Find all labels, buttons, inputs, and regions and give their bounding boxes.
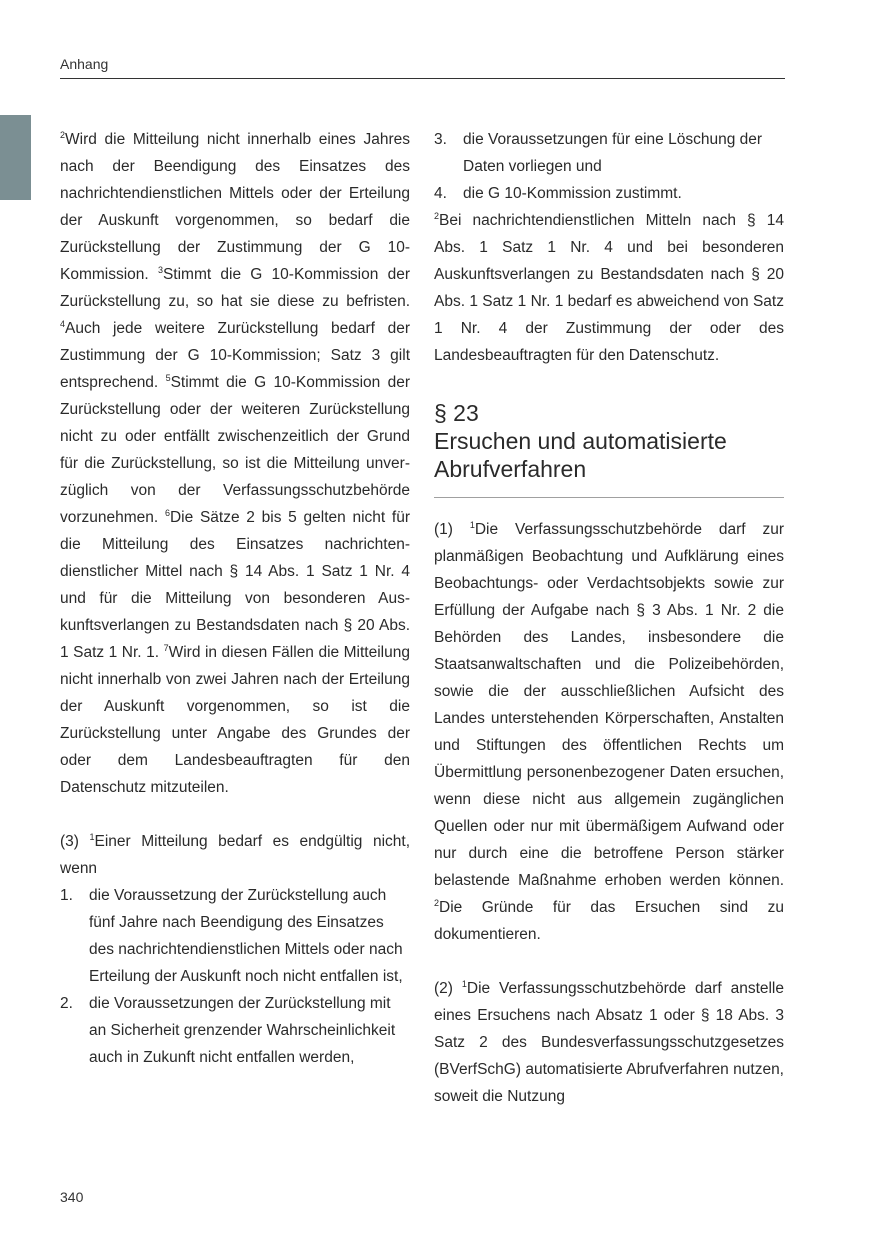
paragraph-3 bbox=[60, 828, 410, 882]
paragraph-continuation bbox=[60, 126, 410, 801]
paragraph-3-sentence-2 bbox=[434, 207, 784, 369]
section-title-line: Abrufverfahren bbox=[434, 456, 587, 482]
sentence-text: Wird in diesen Fällen die Mitteilung nicht innerhalb von zwei Jahren nach der Erteilung der Auskunft vorgenommen, so ist die Zurückstellung unter Angabe des Grundes der oder dem Landesbeauftragten für den Datenschutz mitzuteilen. bbox=[60, 644, 410, 796]
conditions-list-continued bbox=[434, 126, 784, 207]
sentence-number: 7 bbox=[163, 643, 169, 653]
conditions-list bbox=[60, 882, 410, 1071]
sentence-text: Bei nachrichtendienstlichen Mitteln nach § 14 Abs. 1 Satz 1 Nr. 4 und bei besonderen Auskunftsverlangen zu Bestandsdaten nach § 20 Abs. 1 Satz 1 Nr. 1 bedarf es abweichend von Satz 1 Nr. 4 der Zustimmung der oder des Landesbeauftragten für den Datenschutz. bbox=[434, 212, 784, 364]
sentence-text: Die Verfassungsschutzbehörde darf zur planmäßigen Beobachtung und Aufklärung eines Beobachtungs- oder Verdachtsobjekts sowie zur Erfüllung der Aufgabe nach § 3 Abs. 1 Nr. 2 die Behörden des Landes, insbesondere die Staatsanwaltschaften und die Polizeibehörden, sowie die der ausschließlichen Aufsicht des Landes unterstehenden Körperschaften, Anstalten und Stiftungen des öffentlichen Rechts um Übermittlung personenbezogener Daten ersuchen, wenn diese nicht aus allgemein zugänglichen Quellen oder nur mit übermäßigem Aufwand oder nur durch eine die betroffene Person stärker belastende Maßnahme erhoben werden können. bbox=[434, 521, 785, 889]
list-item bbox=[60, 882, 410, 990]
paragraph-2 bbox=[434, 975, 784, 1110]
paragraph-1 bbox=[434, 516, 784, 948]
sentence-text: Die Sätze 2 bis 5 gelten nicht für die Mitteilung des Einsatzes nachrichtendienstlicher Mittel nach § 14 Abs. 1 Satz 1 Nr. 4 und für die Mitteilung von besonderen Auskunftsverlangen zu Bestandsdaten nach § 20 Abs. 1 Satz 1 Nr. 1. bbox=[60, 509, 411, 661]
sentence-number: 1 bbox=[461, 979, 467, 989]
sentence-text: Die Gründe für das Ersuchen sind zu dokumentieren. bbox=[434, 899, 784, 943]
sentence-text: Auch jede weitere Zurückstellung bedarf der Zustimmung der G 10-Kommission; Satz 3 gilt entsprechend. bbox=[60, 320, 410, 391]
sentence-number: 4 bbox=[60, 319, 66, 329]
left-column bbox=[60, 126, 410, 1071]
sentence-text: Die Verfassungsschutzbehörde darf anstelle eines Ersuchens nach Absatz 1 oder § 18 Abs. 3 Satz 2 des Bundesverfassungsschutzgesetzes (BVerfSchG) automatisierte Abrufverfahren nutzen, soweit die Nutzung bbox=[434, 980, 784, 1105]
sentence-text: Stimmt die G 10-Kommission der Zurückstellung zu, so hat sie diese zu befristen. bbox=[60, 266, 410, 310]
section-heading bbox=[434, 399, 784, 483]
list-item-text: die Voraussetzung der Zurückstellung auch fünf Jahre nach Beendigung des Einsatzes des nachrichtendienstlichen Mittels oder nach Erteilung der Auskunft noch nicht entfallen ist, bbox=[89, 887, 403, 985]
sentence-number: 3 bbox=[157, 265, 163, 275]
section-rule bbox=[434, 497, 784, 498]
paragraph-number: (3) bbox=[60, 833, 90, 850]
sentence-text: Wird die Mitteilung nicht innerhalb eines Jahres nach der Beendigung des Einsatzes des nachrichtendienstlichen Mittels oder der Erteilung der Auskunft vorgenommen, so bedarf die Zurückstellung der Zustimmung der G 10-Kommission. bbox=[60, 131, 410, 283]
list-item-number: 3. bbox=[434, 131, 447, 148]
page-number: 340 bbox=[60, 1189, 84, 1205]
sentence-number: 1 bbox=[469, 520, 475, 530]
list-item bbox=[434, 180, 784, 207]
list-item-number: 1. bbox=[60, 887, 73, 904]
list-item-number: 2. bbox=[60, 995, 73, 1012]
sentence-number: 5 bbox=[165, 373, 171, 383]
sentence-number: 1 bbox=[89, 832, 95, 842]
list-item-number: 4. bbox=[434, 185, 447, 202]
list-item-text: die Voraussetzungen für eine Löschung der Daten vorliegen und bbox=[463, 131, 763, 175]
list-item-text: die Voraussetzungen der Zurückstellung mit an Sicherheit grenzender Wahrscheinlichkeit auch in Zukunft nicht entfallen werden, bbox=[89, 995, 396, 1066]
section-number: § 23 bbox=[434, 400, 479, 426]
running-header: Anhang bbox=[60, 56, 109, 72]
chapter-tab-marker bbox=[0, 115, 31, 200]
section-title-line: Ersuchen und automatisierte bbox=[434, 428, 727, 454]
sentence-number: 2 bbox=[434, 898, 440, 908]
list-item bbox=[60, 990, 410, 1071]
sentence-number: 6 bbox=[164, 508, 170, 518]
sentence-number: 2 bbox=[60, 130, 66, 140]
right-column bbox=[434, 126, 784, 1110]
sentence-text: Einer Mitteilung bedarf es endgültig nicht, wenn bbox=[60, 833, 410, 877]
sentence-number: 2 bbox=[434, 211, 440, 221]
sentence-text: Stimmt die G 10-Kommission der Zurückstellung oder der weiteren Zurückstellung nicht zu oder entfällt zwischenzeitlich der Grund für die Zurückstellung, so ist die Mitteilung unverzüglich von der Verfassungsschutzbehörde vorzunehmen. bbox=[60, 374, 411, 526]
list-item bbox=[434, 126, 784, 180]
list-item-text: die G 10-Kommission zustimmt. bbox=[463, 185, 682, 202]
header-rule bbox=[60, 78, 785, 79]
paragraph-number: (2) bbox=[434, 980, 462, 997]
paragraph-number: (1) bbox=[434, 521, 470, 538]
